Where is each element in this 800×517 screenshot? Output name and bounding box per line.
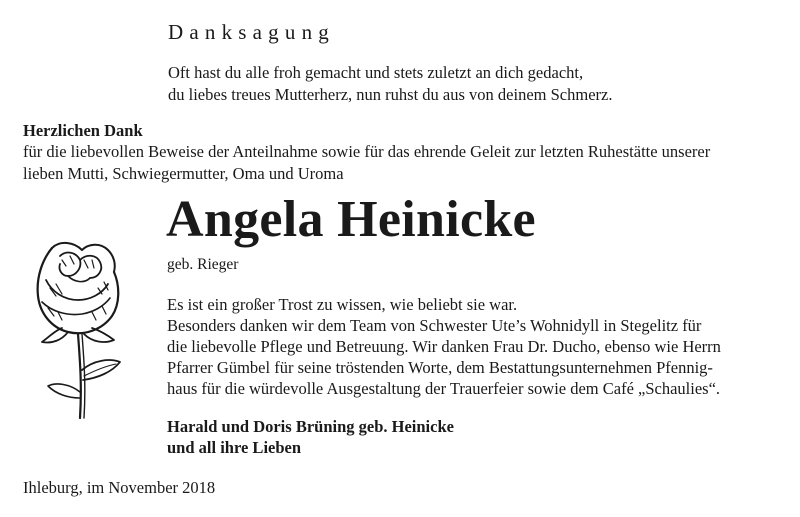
signature xyxy=(167,416,454,458)
thanks-line: für die liebevollen Beweise der Anteilnahme sowie für das ehrende Geleit zur letzten Ruhestätte unserer xyxy=(23,142,711,161)
message-line: Es ist ein großer Trost zu wissen, wie beliebt sie war. xyxy=(167,295,518,314)
verse xyxy=(168,62,612,106)
message-line: die liebevolle Pflege und Betreuung. Wir danken Frau Dr. Ducho, ebenso wie Herrn xyxy=(167,337,721,356)
message xyxy=(167,294,721,399)
thanks-heading: Herzlichen Dank xyxy=(23,121,143,140)
verse-line: Oft hast du alle froh gemacht und stets zuletzt an dich gedacht, xyxy=(168,63,584,82)
deceased-name: Angela Heinicke xyxy=(166,191,536,248)
thanks-line: lieben Mutti, Schwiegermutter, Oma und Uroma xyxy=(23,164,344,183)
signature-line: und all ihre Lieben xyxy=(167,438,302,457)
rose-icon xyxy=(22,220,142,430)
message-line: Besonders danken wir dem Team von Schwester Ute’s Wohnidyll in Stegelitz für xyxy=(167,316,702,335)
thanks-body xyxy=(23,141,710,185)
place-and-date: Ihleburg, im November 2018 xyxy=(23,478,216,497)
signature-line: Harald und Doris Brüning geb. Heinicke xyxy=(167,417,454,436)
maiden-name: geb. Rieger xyxy=(167,256,239,273)
notice-title: Danksagung xyxy=(168,20,335,44)
message-line: Pfarrer Gümbel für seine tröstenden Worte, dem Bestattungsunternehmen Pfennig- xyxy=(167,358,713,377)
message-line: haus für die würdevolle Ausgestaltung der Trauerfeier sowie dem Café „Schaulies“. xyxy=(167,379,721,398)
verse-line: du liebes treues Mutterherz, nun ruhst du aus von deinem Schmerz. xyxy=(168,85,613,104)
